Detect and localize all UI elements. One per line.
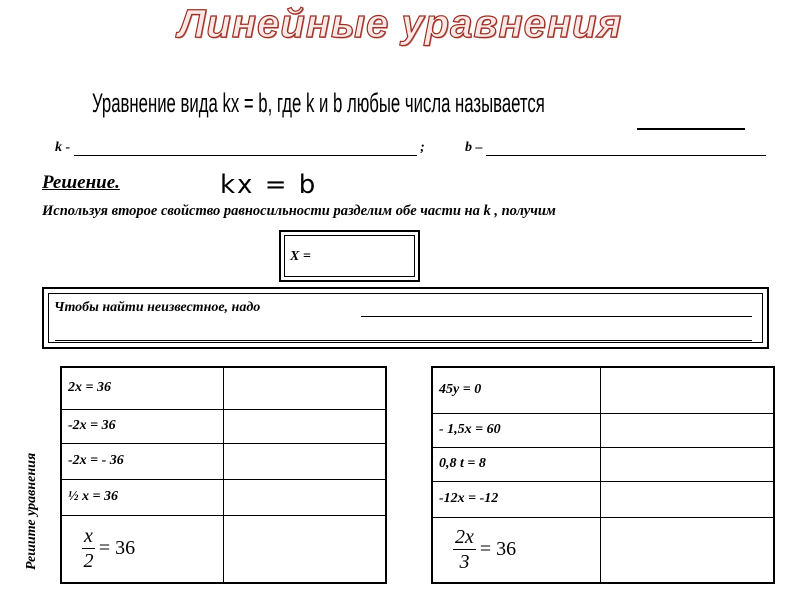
solution-step-text: Используя второе свойство равносильности разделим обе части на k , получим — [42, 203, 556, 219]
table-row — [432, 481, 774, 517]
x-answer-label: Х = — [284, 235, 415, 277]
definition-text: Уравнение вида kx = b, где k и b любые числа называется — [92, 88, 545, 118]
right-equations-table — [431, 366, 775, 584]
equation-cell: 45y = 0 — [432, 367, 600, 413]
table-row — [61, 409, 386, 443]
fraction-rhs: = 36 — [98, 537, 136, 560]
k-line — [55, 140, 425, 156]
fraction-denominator: 2 — [83, 550, 94, 573]
rule-inner — [48, 293, 763, 343]
equation-cell: - 1,5x = 60 — [432, 413, 600, 447]
solution-heading: Решение. — [42, 172, 120, 193]
fraction-rhs: = 36 — [479, 538, 517, 561]
fraction-numerator: x — [84, 525, 93, 548]
equation-cell: -2x = 36 — [61, 409, 223, 443]
equation-cell — [61, 515, 223, 583]
fraction-equation — [68, 526, 135, 571]
equation-cell — [432, 517, 600, 583]
table-row — [61, 515, 386, 583]
fraction-denominator: 3 — [459, 551, 470, 574]
answer-cell — [223, 443, 386, 479]
answer-cell — [600, 367, 774, 413]
table-row — [61, 367, 386, 409]
x-answer-box — [279, 230, 420, 282]
answer-cell — [223, 409, 386, 443]
rule-answer-line-1 — [361, 316, 752, 317]
fraction — [453, 527, 476, 572]
answer-cell — [600, 413, 774, 447]
answer-cell — [223, 479, 386, 515]
equation-cell: 0,8 t = 8 — [432, 447, 600, 481]
k-separator: ; — [420, 140, 425, 155]
table-row — [61, 443, 386, 479]
equation-cell: 2x = 36 — [61, 367, 223, 409]
equation-cell: -12x = -12 — [432, 481, 600, 517]
general-equation: kx = b — [220, 170, 318, 200]
answer-cell — [223, 515, 386, 583]
fraction-numerator: 2x — [455, 526, 474, 549]
side-label: Решите уравнения — [24, 452, 39, 570]
b-answer-line — [486, 141, 766, 156]
b-line — [465, 140, 766, 156]
answer-cell — [223, 367, 386, 409]
fraction-equation — [439, 527, 516, 572]
rule-text: Чтобы найти неизвестное, надо — [54, 300, 261, 315]
answer-cell — [600, 447, 774, 481]
table-row — [61, 479, 386, 515]
rule-answer-line-2 — [55, 340, 752, 341]
fraction — [82, 526, 95, 571]
table-row — [432, 413, 774, 447]
k-answer-line — [74, 141, 417, 156]
page-title: Линейные уравнения — [177, 2, 623, 46]
table-row — [432, 517, 774, 583]
rule-box — [42, 287, 769, 349]
answer-cell — [600, 481, 774, 517]
b-label: b – — [465, 140, 483, 155]
k-label: k - — [55, 140, 71, 155]
equation-cell: -2x = - 36 — [61, 443, 223, 479]
left-equations-table — [60, 366, 387, 584]
answer-cell — [600, 517, 774, 583]
table-row — [432, 447, 774, 481]
definition-answer-line — [637, 128, 745, 130]
equation-cell: ½ x = 36 — [61, 479, 223, 515]
table-row — [432, 367, 774, 413]
